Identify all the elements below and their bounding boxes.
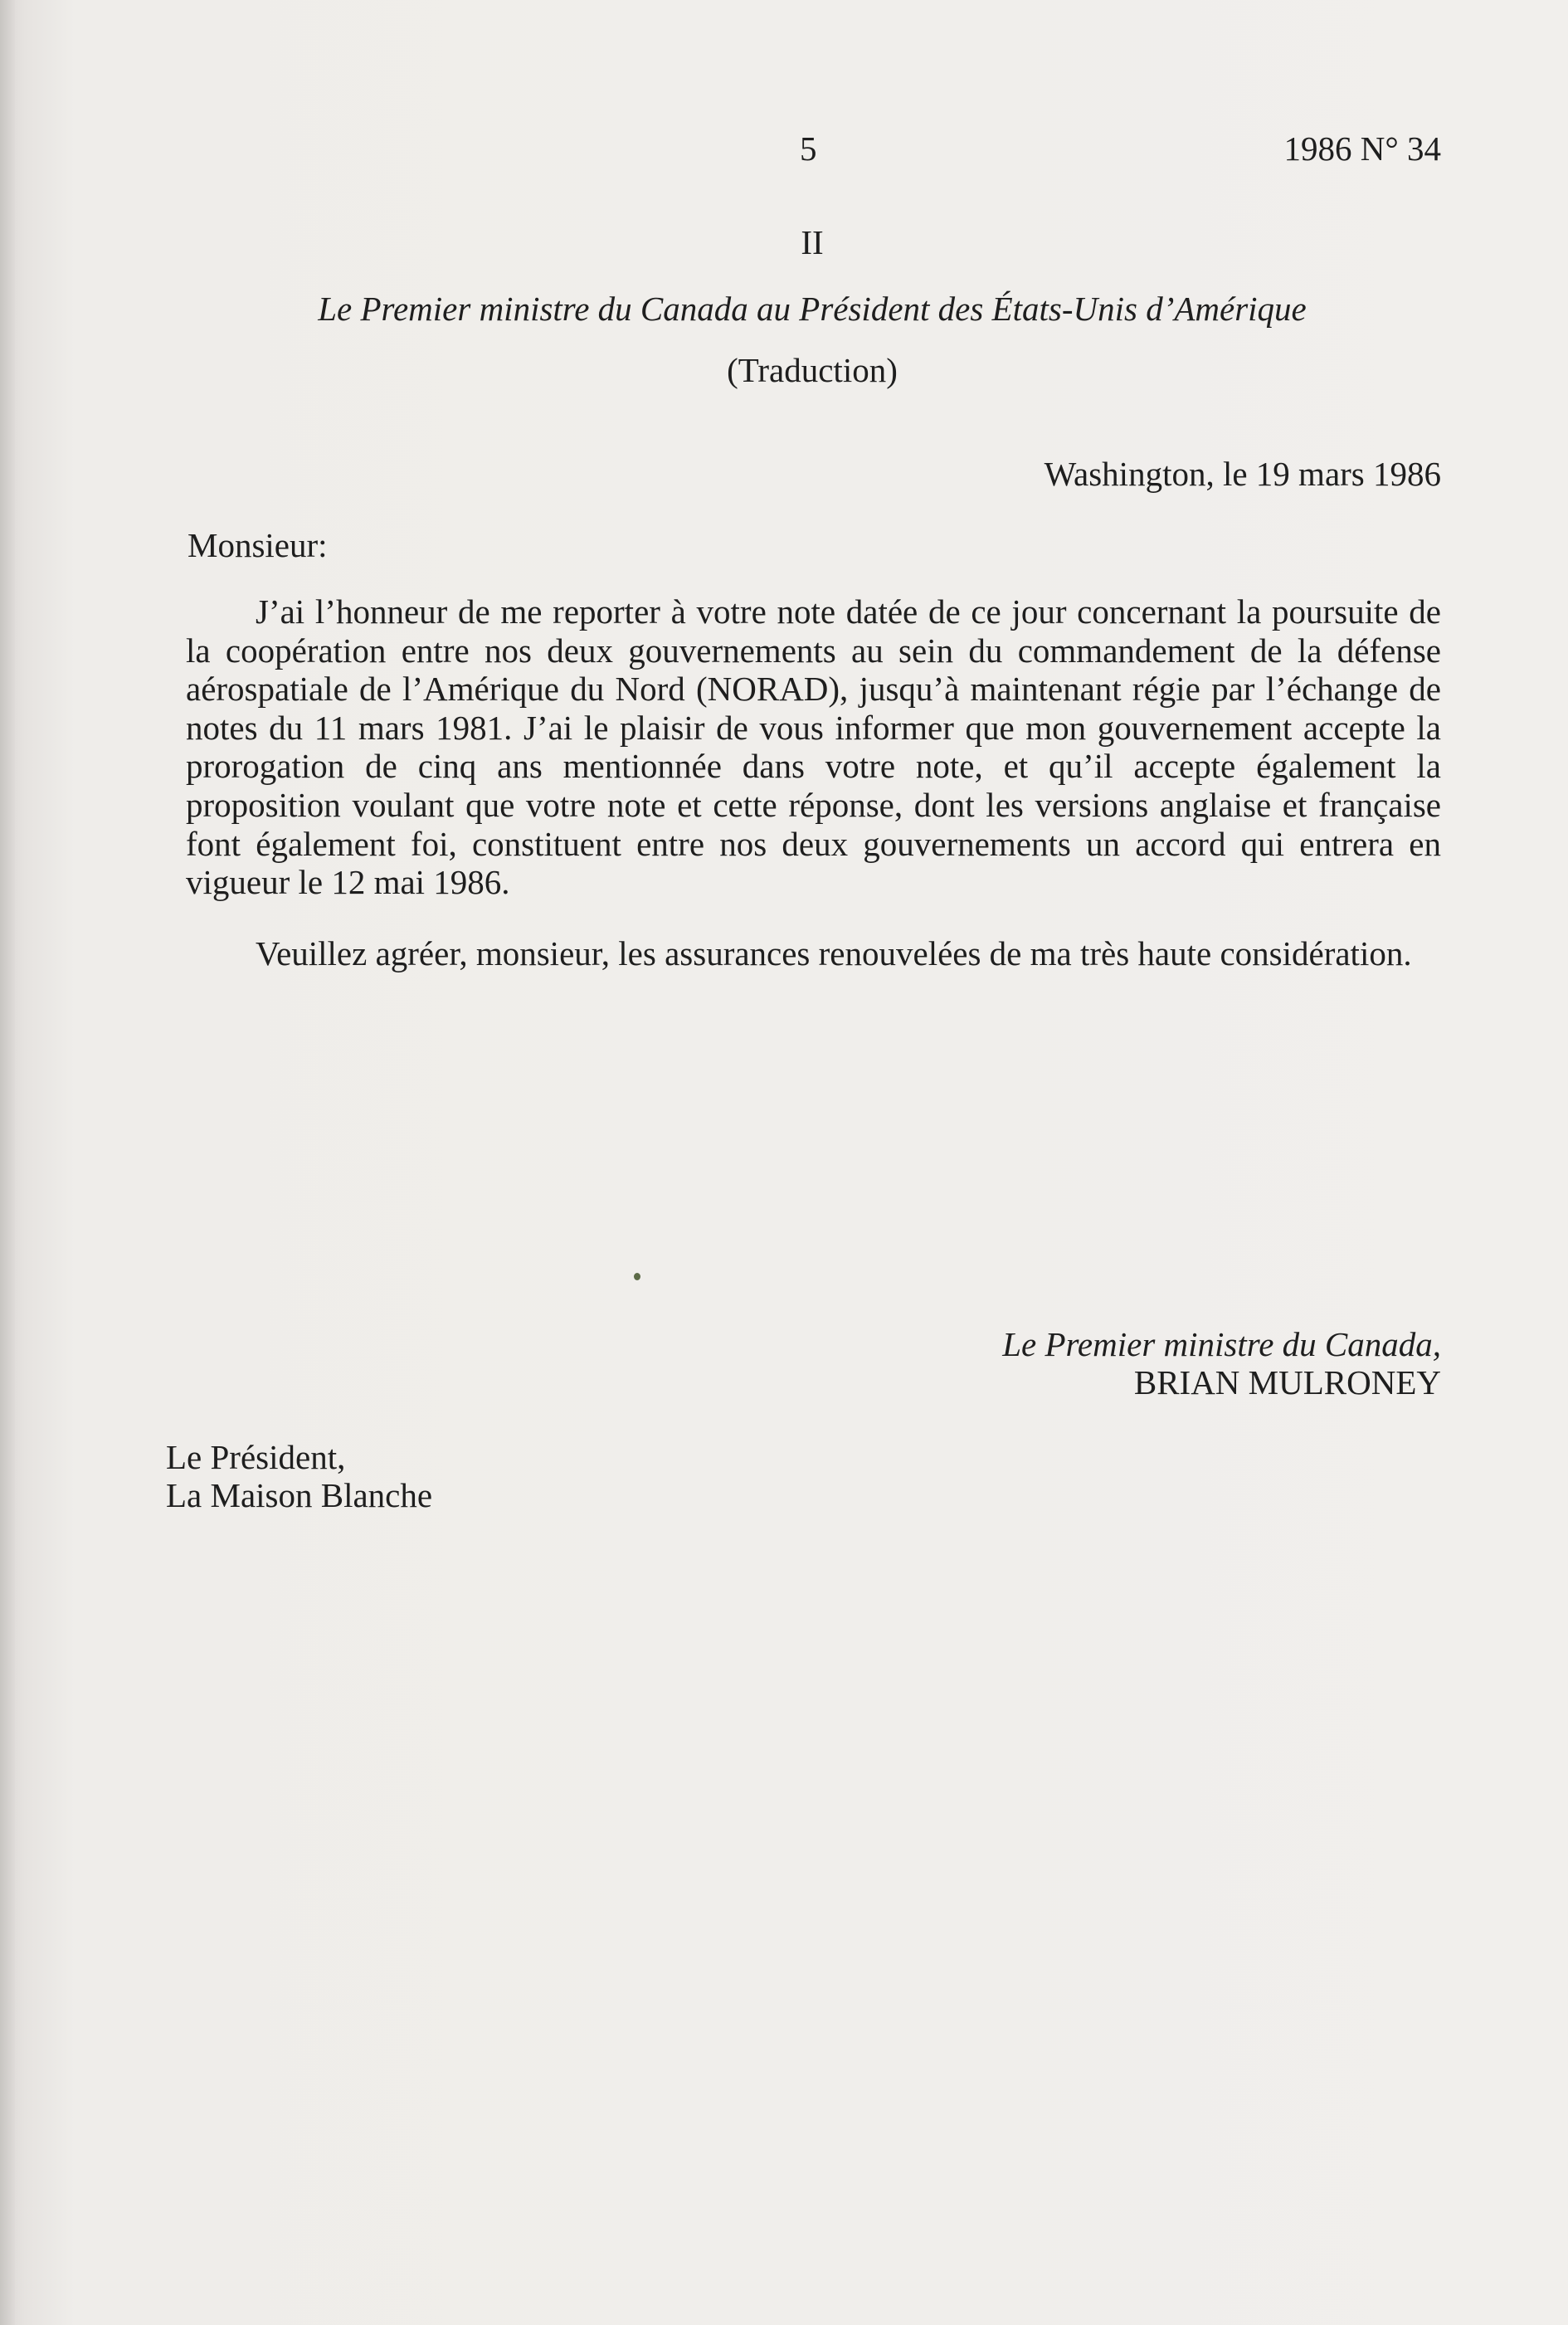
signature-title: Le Premier ministre du Canada, <box>1002 1325 1441 1363</box>
paragraph-text: Veuillez agréer, monsieur, les assurances renouvelées de ma très haute considération. <box>256 934 1412 972</box>
section-number: II <box>801 223 824 261</box>
signature-name: BRIAN MULRONEY <box>1133 1363 1441 1401</box>
ink-speck <box>634 1273 640 1280</box>
body-paragraph-2 <box>186 934 1441 973</box>
paragraph-text: J’ai l’honneur de me reporter à votre note datée de ce jour concernant la poursuite de la coopération entre nos deux gouvernements au sein du commandement de la défense aérospatiale de l’Amérique du Nord (NORAD), jusqu’à maintenant régie par l’échange de notes du 11 mars 1981. J’ai le plaisir de vous informer que mon gouvernement accepte la prorogation de cinq ans mentionnée dans votre note, et qu’il accepte également la proposition voulant que votre note et cette réponse, dont les versions anglaise et française font également foi, constituent entre nos deux gouvernements un accord qui entrera en vigueur le 12 mai 1986. <box>186 592 1441 902</box>
treaty-reference: 1986 N° 34 <box>1283 129 1441 168</box>
salutation: Monsieur: <box>187 526 328 564</box>
translation-note: (Traduction) <box>727 351 898 389</box>
page-binding-edge <box>0 0 15 2325</box>
page-number: 5 <box>800 129 817 168</box>
body-paragraph-1 <box>186 592 1441 902</box>
letter-heading: Le Premier ministre du Canada au Président des États-Unis d’Amérique <box>318 290 1307 328</box>
place-and-date: Washington, le 19 mars 1986 <box>1044 455 1441 493</box>
addressee-line-1: Le Président, <box>166 1438 346 1476</box>
addressee-line-2: La Maison Blanche <box>166 1476 433 1514</box>
